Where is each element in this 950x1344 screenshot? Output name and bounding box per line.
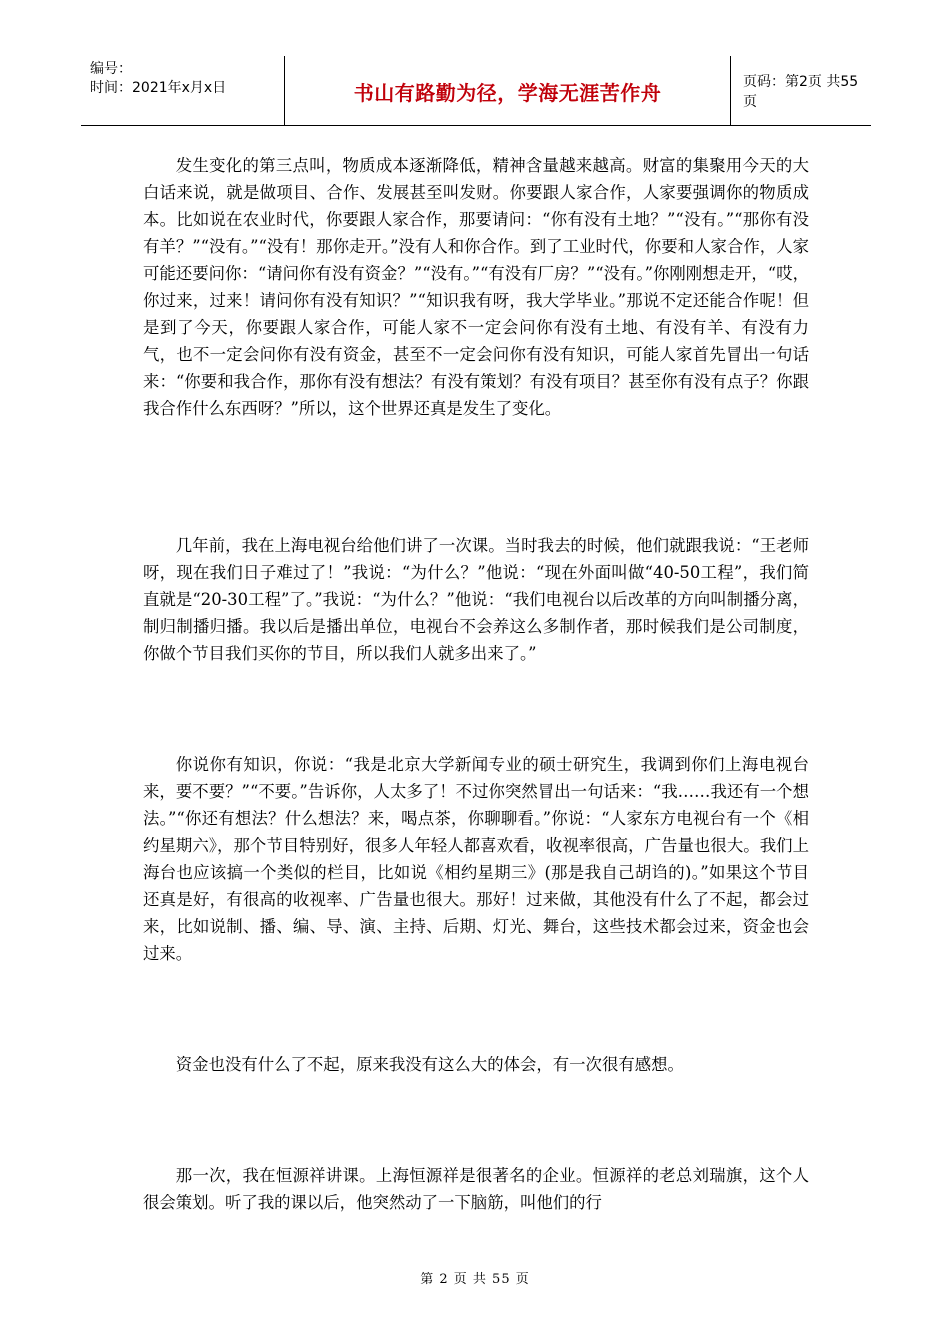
paragraph-gap [143, 1078, 809, 1162]
paragraph-2: 几年前，我在上海电视台给他们讲了一次课。当时我去的时候，他们就跟我说：“王老师呀，现在我们日子难过了！”我说：“为什么？”他说：“现在外面叫做“40-50工程”，我们简直就是“20-30工程”了。”我说：“为什么？”他说：“我们电视台以后改革的方向叫制播分离，制归制播归播。我以后是播出单位，电视台不会养这么多制作者，那时候我们是公司制度，你做个节目我们买你的节目，所以我们人就多出来了。” [143, 536, 809, 663]
paragraph-gap [143, 422, 809, 532]
paragraph-gap [143, 667, 809, 751]
paragraph-gap [143, 967, 809, 1051]
page-header [81, 56, 871, 126]
paragraph-4: 资金也没有什么了不起，原来我没有这么大的体会，有一次很有感想。 [175, 1055, 684, 1074]
document-body [143, 152, 809, 1216]
header-meta-cell [81, 56, 285, 126]
page-footer: 第 2 页 共 55 页 [420, 1272, 530, 1287]
header-page-info: 页码：第2页 共55页 [743, 74, 859, 110]
paragraph-5: 那一次，我在恒源祥讲课。上海恒源祥是很著名的企业。恒源祥的老总刘瑞旗，这个人很会策划。听了我的课以后，他突然动了一下脑筋，叫他们的行 [143, 1166, 809, 1212]
document-number-label: 编号： [90, 61, 132, 77]
document-time-label: 时间：2021年x月x日 [90, 80, 227, 96]
header-motto: 书山有路勤为径，学海无涯苦作舟 [285, 56, 731, 126]
paragraph-1: 发生变化的第三点叫，物质成本逐渐降低，精神含量越来越高。财富的集聚用今天的大白话来说，就是做项目、合作、发展甚至叫发财。你要跟人家合作，人家要强调你的物质成本。比如说在农业时代，你要跟人家合作，那要请问：“你有没有土地？”“没有。”“那你有没有羊？”“没有。”“没有！那你走开。”没有人和你合作。到了工业时代，你要和人家合作，人家可能还要问你：“请问你有没有资金？”“没有。”“有没有厂房？”“没有。”你刚刚想走开，“哎，你过来，过来！请问你有没有知识？”“知识我有呀，我大学毕业。”那说不定还能合作呢！但是到了今天，你要跟人家合作，可能人家不一定会问你有没有土地、有没有羊、有没有力气，也不一定会问你有没有资金，甚至不一定会问你有没有知识，可能人家首先冒出一句话来：“你要和我合作，那你有没有想法？有没有策划？有没有项目？甚至你有没有点子？你跟我合作什么东西呀？”所以，这个世界还真是发生了变化。 [143, 156, 809, 418]
paragraph-3: 你说你有知识，你说：“我是北京大学新闻专业的硕士研究生，我调到你们上海电视台来，要不要？”“不要。”告诉你，人太多了！不过你突然冒出一句话来：“我……我还有一个想法。”“你还有想法？什么想法？来，喝点茶，你聊聊看。”你说：“人家东方电视台有一个《相约星期六》，那个节目特别好，很多人年轻人都喜欢看，收视率很高，广告量也很大。我们上海台也应该搞一个类似的栏目，比如说《相约星期三》(那是我自己胡诌的)。”如果这个节目还真是好，有很高的收视率、广告量也很大。那好！过来做，其他没有什么了不起，都会过来，比如说制、播、编、导、演、主持、后期、灯光、舞台，这些技术都会过来，资金也会过来。 [143, 755, 809, 963]
